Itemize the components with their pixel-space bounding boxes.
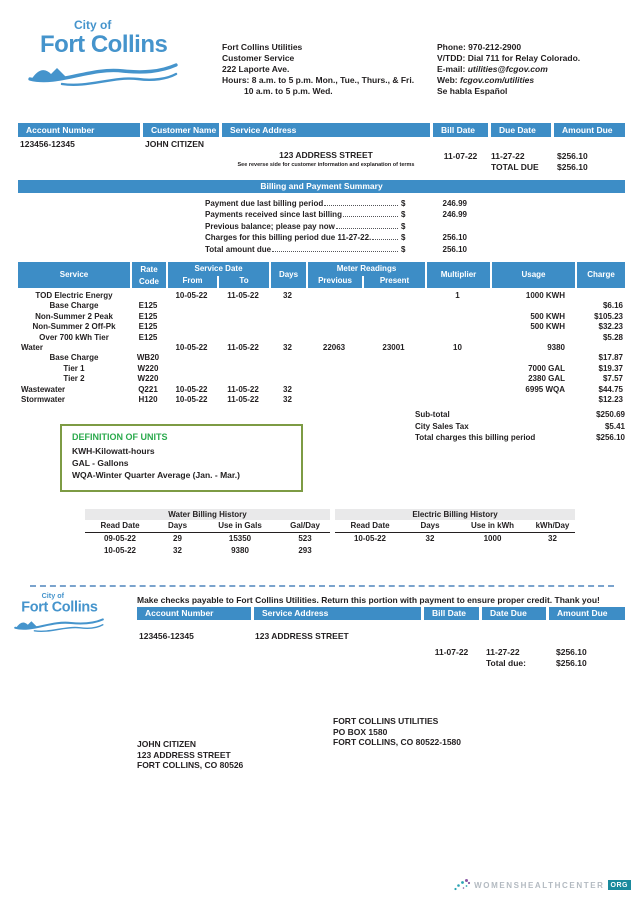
logo-fort-collins-text: Fort Collins [40, 31, 168, 58]
services-table-body [18, 291, 625, 405]
rate-code: E125 [138, 332, 158, 342]
col-service-address: Service Address [254, 607, 421, 620]
meter-previous [306, 312, 362, 322]
web-line [437, 75, 580, 86]
water-history-headers [85, 520, 330, 533]
col-date-due: Date Due [482, 607, 546, 620]
meter-present [362, 291, 425, 301]
days: 32 [283, 291, 292, 300]
summary-row [205, 242, 467, 254]
charge [575, 343, 625, 353]
usage: 500 KWH [530, 322, 565, 332]
watermark-org-badge: ORG [608, 880, 631, 890]
col-meter-readings: Meter Readings [336, 264, 397, 273]
days: 32 [283, 384, 292, 394]
date-to: 11-05-22 [227, 394, 259, 404]
summary-amount: 256.10 [442, 233, 467, 242]
service-name: Water [21, 342, 43, 352]
email-label: E-mail: [437, 64, 468, 74]
wave-mountain-icon [28, 60, 178, 88]
date-from: 10-05-22 [175, 394, 208, 404]
stub-bill-date: 11-07-22 [434, 647, 469, 657]
service-address-note: See reverse side for customer information and explanation of terms [237, 162, 415, 168]
logo-fort-collins-text: Fort Collins [21, 599, 98, 616]
days [269, 333, 306, 343]
summary-row [205, 208, 467, 220]
utility-hours-1: Hours: 8 a.m. to 5 p.m. Mon., Tue., Thurs., & Fri. [222, 75, 415, 85]
utility-name: Fort Collins Utilities [222, 42, 303, 52]
customer-city-state-zip: FORT COLLINS, CO 80526 [137, 760, 244, 770]
customer-name-value: JOHN CITIZEN [145, 139, 205, 149]
service-row [18, 322, 625, 332]
sales-tax-amount: $5.41 [604, 421, 625, 431]
sales-tax-label: City Sales Tax [415, 421, 469, 431]
phone-line: Phone: 970-212-2900 [437, 42, 522, 52]
dotted-leader [272, 251, 398, 252]
multiplier [425, 333, 490, 343]
tear-off-dashed-line [30, 585, 614, 587]
customer-street: 123 ADDRESS STREET [137, 749, 231, 760]
charge: $44.75 [598, 384, 623, 394]
usage: 1000 KWH [525, 291, 565, 300]
remit-city-state-zip: FORT COLLINS, CO 80522-1580 [333, 737, 462, 747]
account-table-header [18, 123, 625, 137]
definition-title: DEFINITION OF UNITS [72, 432, 168, 442]
watermark [453, 876, 631, 894]
meter-previous: 22063 [322, 342, 346, 352]
water-history-title: Water Billing History [85, 509, 330, 520]
col-customer-name: Customer Name [143, 123, 219, 137]
total-charges-amount: $256.10 [596, 433, 625, 442]
meter-present [362, 301, 425, 311]
meter-present [362, 312, 425, 322]
meter-previous [306, 301, 362, 311]
date-to [217, 301, 269, 311]
rate-code: H120 [138, 394, 158, 404]
summary-amount: 246.99 [442, 210, 467, 219]
col-multiplier: Multiplier [440, 270, 477, 279]
rate-code: E125 [138, 311, 158, 321]
col-use-in-gals: Use in Gals [218, 521, 262, 530]
currency-sign: $ [401, 210, 406, 219]
days [269, 353, 306, 363]
charge: $19.37 [598, 363, 623, 373]
definition-kwh: KWH-Kilowatt-hours [72, 446, 155, 456]
col-gal-day: Gal/Day [290, 521, 320, 530]
rate-code: E125 [138, 301, 158, 311]
col-to: To [239, 276, 249, 285]
date-from: 10-05-22 [175, 342, 208, 352]
rate-code: W220 [137, 374, 159, 384]
stub-table-header [137, 607, 625, 620]
meter-previous [306, 333, 362, 343]
meter-previous [306, 374, 362, 384]
date-from [166, 312, 217, 322]
total-charges-label: Total charges this billing period [415, 433, 536, 442]
service-row [18, 353, 625, 363]
meter-previous [306, 364, 362, 374]
amount-due-value: $256.10 [557, 151, 588, 161]
dotted-swirl-icon [453, 876, 471, 894]
date-to [217, 353, 269, 363]
stub-service-address: 123 ADDRESS STREET [255, 631, 349, 641]
summary-label: Previous balance; please pay now [205, 221, 335, 231]
multiplier [425, 364, 490, 374]
usage: 6995 WQA [525, 384, 565, 394]
service-name: Base Charge [49, 353, 99, 363]
summary-label: Charges for this billing period due 11-27-22. [205, 233, 372, 242]
stub-total-due-label: Total due: [486, 658, 526, 668]
electric-history-headers [335, 520, 575, 533]
col-days: Days [167, 521, 188, 530]
date-from [166, 333, 217, 343]
utility-contact-block [222, 42, 414, 97]
usage: 7000 GAL [528, 363, 565, 373]
days [269, 364, 306, 374]
service-row [18, 291, 625, 301]
col-bill-date: Bill Date [433, 123, 488, 137]
logo-city-of-text: City of [41, 591, 65, 600]
col-account-number: Account Number [18, 123, 140, 137]
multiplier [425, 301, 490, 311]
meter-previous [306, 291, 362, 301]
rate-code: E125 [138, 322, 158, 332]
date-to [217, 374, 269, 384]
usage [490, 301, 575, 311]
read-date: 10-05-22 [353, 534, 387, 543]
dotted-leader [372, 239, 398, 240]
col-days: Days [420, 521, 440, 530]
water-billing-history-table [85, 509, 330, 556]
email-value: utilities@fcgov.com [467, 64, 548, 74]
date-to [217, 312, 269, 322]
vtdd-line: V/TDD: Dial 711 for Relay Colorado. [437, 53, 581, 63]
utility-hours-2: 10 a.m. to 5 p.m. Wed. [244, 86, 333, 96]
usage: 2380 GAL [528, 374, 565, 384]
service-name: Tier 1 [63, 363, 85, 373]
multiplier: 10 [453, 342, 462, 352]
remit-name: FORT COLLINS UTILITIES [333, 716, 439, 726]
service-address-value: 123 ADDRESS STREET [279, 150, 373, 160]
service-name: Non-Summer 2 Peak [35, 311, 113, 321]
service-name: Non-Summer 2 Off-Pk [32, 322, 116, 332]
multiplier: 1 [455, 291, 460, 300]
days: 32 [173, 545, 182, 555]
date-to [217, 333, 269, 343]
remit-address-block [333, 716, 461, 748]
multiplier [425, 312, 490, 322]
water-history-row [85, 545, 330, 557]
gal-day: 293 [298, 545, 312, 555]
col-service: Service [59, 270, 89, 279]
due-date-value: 11-27-22 [491, 151, 525, 161]
stub-account-number: 123456-12345 [139, 631, 194, 641]
read-date: 09-05-22 [103, 534, 137, 543]
usage: 9380 [547, 342, 565, 352]
remit-po-box: PO BOX 1580 [333, 726, 388, 737]
charge: $5.28 [602, 332, 623, 342]
days: 32 [283, 394, 292, 404]
service-row [18, 364, 625, 374]
col-service-address: Service Address [222, 123, 430, 137]
date-to: 11-05-22 [227, 342, 259, 352]
customer-name: JOHN CITIZEN [137, 739, 197, 749]
col-present: Present [379, 276, 410, 285]
use-in-kwh: 1000 [483, 534, 502, 543]
col-days: Days [278, 270, 299, 279]
utility-dept: Customer Service [222, 53, 295, 63]
service-name: Wastewater [21, 384, 66, 394]
read-date: 10-05-22 [103, 545, 137, 555]
rate-code [130, 343, 166, 353]
usage: 500 KWH [530, 311, 565, 321]
summary-amount: 256.10 [442, 244, 467, 254]
col-amount-due: Amount Due [549, 607, 625, 620]
summary-row [205, 196, 467, 208]
days [269, 374, 306, 384]
meter-previous [306, 322, 362, 332]
col-due-date: Due Date [491, 123, 551, 137]
total-due-amount: $256.10 [557, 162, 588, 172]
service-name: Stormwater [21, 394, 66, 404]
charge: $7.57 [602, 374, 623, 384]
definition-gal: GAL - Gallons [72, 458, 129, 468]
electric-billing-history-table [335, 509, 575, 545]
meter-previous [306, 385, 362, 395]
stub-date-due: 11-27-22 [486, 647, 520, 657]
rate-code [130, 291, 166, 301]
customer-address-block [137, 739, 243, 771]
rate-code: W220 [137, 363, 159, 373]
multiplier [425, 395, 490, 405]
service-name: Over 700 kWh Tier [39, 332, 109, 342]
total-due-label: TOTAL DUE [491, 162, 539, 172]
date-from [166, 374, 217, 384]
days [269, 312, 306, 322]
rate-code: Q221 [138, 384, 158, 394]
currency-sign: $ [401, 244, 406, 254]
service-row [18, 395, 625, 405]
date-to [217, 322, 269, 332]
col-bill-date: Bill Date [424, 607, 479, 620]
date-from [166, 353, 217, 363]
service-name: TOD Electric Energy [35, 291, 113, 300]
services-table-header [18, 262, 625, 288]
service-name: Tier 2 [63, 374, 85, 384]
col-previous: Previous [318, 276, 352, 285]
meter-present [362, 364, 425, 374]
multiplier [425, 322, 490, 332]
date-from: 10-05-22 [175, 291, 208, 300]
charge: $32.23 [598, 322, 623, 332]
multiplier [425, 353, 490, 363]
col-use-in-kwh: Use in kWh [470, 521, 515, 530]
watermark-text: WOMENSHEALTHCENTER [474, 880, 605, 890]
currency-sign: $ [401, 221, 406, 231]
date-to [217, 364, 269, 374]
meter-previous [306, 353, 362, 363]
meter-present [362, 374, 425, 384]
rate-line1: Rate [140, 265, 158, 274]
water-history-row [85, 533, 330, 545]
summary-label: Total amount due [205, 244, 272, 254]
dotted-leader [324, 205, 398, 206]
days: 32 [283, 342, 292, 352]
charge: $105.23 [594, 311, 623, 321]
service-row [18, 385, 625, 395]
use-in-gals: 15350 [228, 534, 252, 543]
definition-of-units-box [60, 424, 303, 492]
billing-summary-title: Billing and Payment Summary [18, 180, 625, 193]
electric-history-row [335, 533, 575, 545]
multiplier [425, 374, 490, 384]
service-row [18, 333, 625, 343]
stub-amount-due: $256.10 [556, 647, 587, 657]
stub-total-due-amount: $256.10 [556, 658, 587, 668]
date-from [166, 364, 217, 374]
fort-collins-logo [28, 16, 178, 104]
meter-present [362, 333, 425, 343]
col-read-date: Read Date [350, 521, 390, 530]
account-number-value: 123456-12345 [20, 139, 75, 149]
fort-collins-logo-small [14, 590, 104, 643]
date-from [166, 322, 217, 332]
usage [490, 353, 575, 363]
meter-present [362, 395, 425, 405]
meter-present [362, 322, 425, 332]
service-row [18, 312, 625, 322]
usage [490, 333, 575, 343]
col-usage: Usage [521, 270, 546, 279]
col-service-date: Service Date [194, 264, 243, 273]
col-rate-code [132, 262, 166, 288]
summary-label: Payments received since last billing [205, 210, 342, 219]
summary-label: Payment due last billing period [205, 198, 324, 208]
subtotal-amount: $250.69 [596, 410, 625, 419]
definition-wqa: WQA-Winter Quarter Average (Jan. - Mar.) [72, 470, 240, 480]
days: 32 [425, 534, 435, 543]
date-to: 11-05-22 [227, 384, 259, 394]
phone-contact-block [437, 42, 580, 97]
date-to: 11-05-22 [227, 291, 259, 300]
col-read-date: Read Date [100, 521, 140, 530]
charge: $6.16 [602, 301, 623, 311]
subtotal-label: Sub-total [415, 410, 450, 419]
service-row [18, 374, 625, 384]
utility-street: 222 Laporte Ave. [222, 64, 290, 74]
web-label: Web: [437, 75, 460, 85]
col-from: From [182, 276, 203, 285]
charge [575, 291, 625, 301]
charge: $12.23 [598, 394, 623, 404]
col-charge: Charge [587, 270, 615, 279]
col-amount-due: Amount Due [554, 123, 625, 137]
multiplier [425, 385, 490, 395]
meter-present [362, 385, 425, 395]
service-name: Base Charge [49, 301, 99, 311]
rate-code: WB20 [136, 353, 160, 363]
email-line [437, 64, 580, 75]
make-checks-payable-notice: Make checks payable to Fort Collins Utilities. Return this portion with payment to ensure proper credit. Thank you! [137, 595, 600, 605]
usage [490, 395, 575, 405]
days [269, 301, 306, 311]
dotted-leader [343, 216, 398, 217]
date-from: 10-05-22 [175, 384, 208, 394]
use-in-gals: 9380 [231, 545, 249, 555]
wave-mountain-icon [14, 616, 104, 633]
summary-row [205, 231, 467, 243]
web-value: fcgov.com/utilities [459, 75, 535, 85]
service-row [18, 343, 625, 353]
dotted-leader [336, 228, 398, 229]
logo-city-of-text: City of [74, 18, 112, 32]
kwh-day: 32 [548, 534, 557, 543]
summary-row [205, 219, 467, 231]
service-row [18, 301, 625, 311]
rate-line2: Code [139, 277, 159, 286]
days [269, 322, 306, 332]
meter-present [362, 353, 425, 363]
charge: $17.87 [598, 353, 623, 363]
currency-sign: $ [401, 233, 406, 242]
col-kwh-day: kWh/Day [535, 521, 570, 530]
summary-amount: 246.99 [442, 198, 467, 208]
electric-history-title: Electric Billing History [335, 509, 575, 520]
date-from [166, 301, 217, 311]
days: 29 [173, 534, 182, 543]
bill-date-value: 11-07-22 [443, 151, 478, 161]
currency-sign: $ [401, 198, 406, 208]
col-account-number: Account Number [137, 607, 251, 620]
meter-present: 23001 [382, 342, 405, 352]
meter-previous [306, 395, 362, 405]
gal-day: 523 [298, 534, 312, 543]
espanol-line: Se habla Español [437, 86, 508, 96]
